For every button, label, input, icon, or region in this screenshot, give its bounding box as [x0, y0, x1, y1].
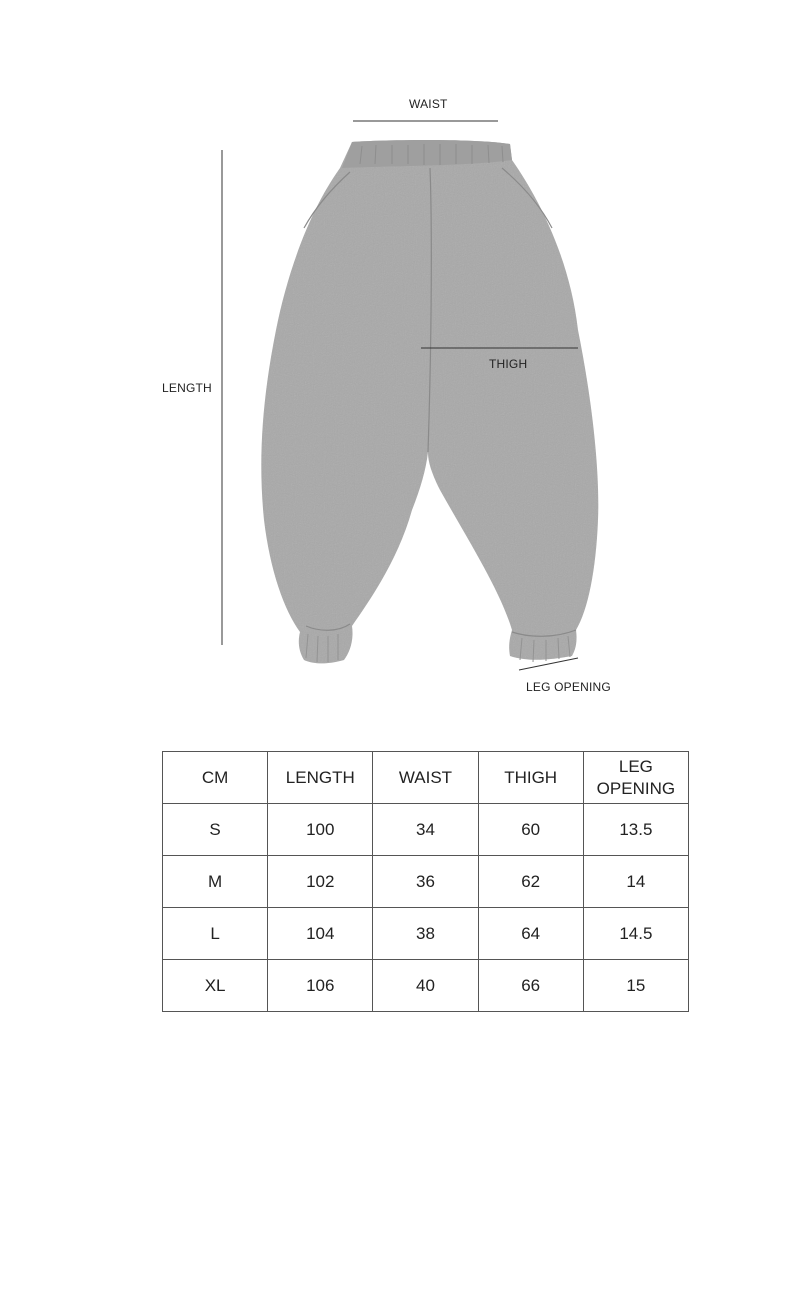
length-cell: 100: [268, 804, 373, 856]
leg-opening-label: LEG OPENING: [526, 680, 611, 694]
size-cell: L: [163, 908, 268, 960]
size-cell: XL: [163, 960, 268, 1012]
waist-cell: 34: [373, 804, 478, 856]
thigh-cell: 66: [478, 960, 583, 1012]
thigh-cell: 60: [478, 804, 583, 856]
waist-cell: 40: [373, 960, 478, 1012]
thigh-label: THIGH: [489, 357, 528, 371]
table-row: [163, 804, 689, 856]
length-cell: 102: [268, 856, 373, 908]
size-chart-table: [162, 751, 689, 1012]
size-cell: M: [163, 856, 268, 908]
header-leg-opening-line1: LEG: [618, 756, 653, 776]
leg-opening-cell: 13.5: [583, 804, 688, 856]
leg-opening-measure-line: [519, 658, 578, 670]
length-cell: 106: [268, 960, 373, 1012]
table-row: [163, 856, 689, 908]
header-waist: WAIST: [373, 752, 478, 804]
leg-opening-cell: 14.5: [583, 908, 688, 960]
leg-opening-cell: 14: [583, 856, 688, 908]
thigh-cell: 62: [478, 856, 583, 908]
header-cm: CM: [163, 752, 268, 804]
header-leg-opening-line2: OPENING: [596, 778, 676, 798]
waist-label: WAIST: [409, 97, 448, 111]
length-label: LENGTH: [162, 381, 212, 395]
length-cell: 104: [268, 908, 373, 960]
leg-opening-cell: 15: [583, 960, 688, 1012]
table-row: [163, 960, 689, 1012]
table-header-row: [163, 752, 689, 804]
size-cell: S: [163, 804, 268, 856]
table-row: [163, 908, 689, 960]
thigh-cell: 64: [478, 908, 583, 960]
waist-cell: 38: [373, 908, 478, 960]
header-leg-opening: [583, 752, 688, 804]
waist-cell: 36: [373, 856, 478, 908]
header-thigh: THIGH: [478, 752, 583, 804]
header-length: LENGTH: [268, 752, 373, 804]
